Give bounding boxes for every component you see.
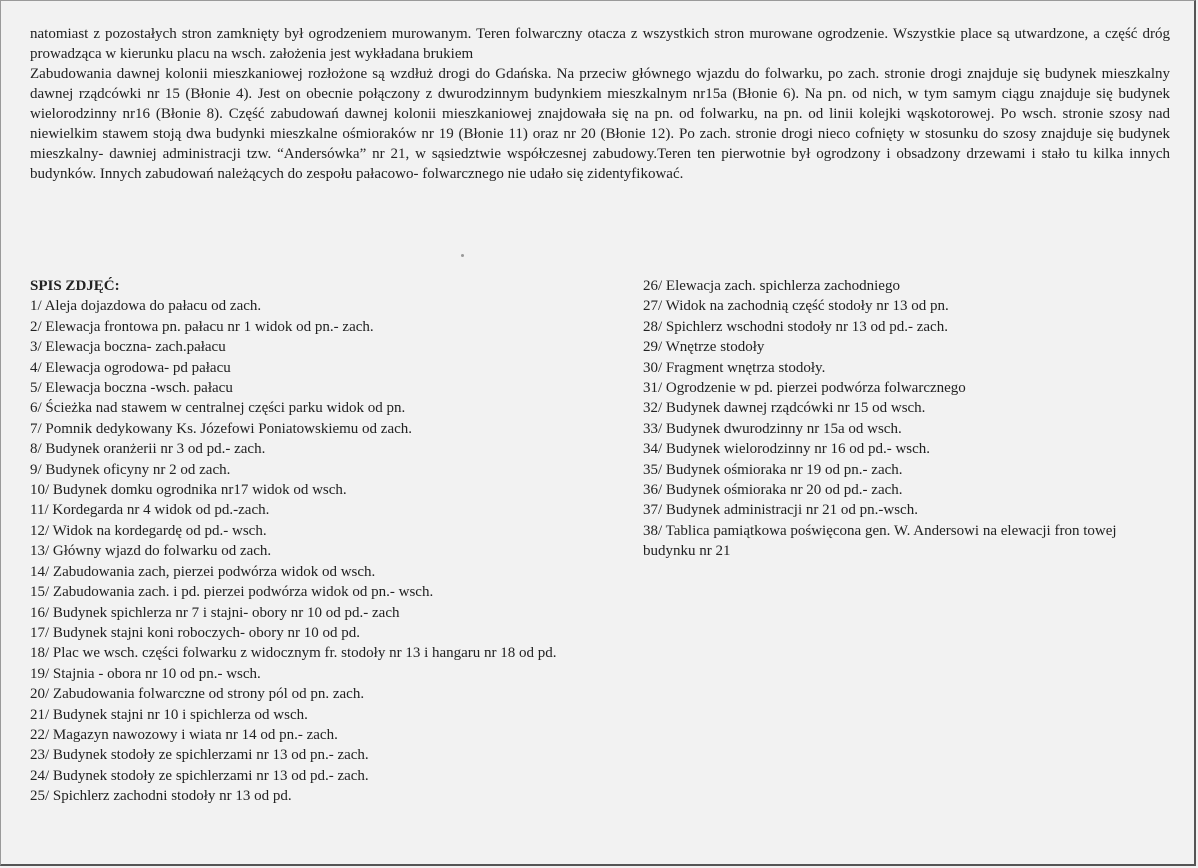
photo-list-item: 35/ Budynek ośmioraka nr 19 od pn.- zach. bbox=[643, 461, 903, 478]
photo-list-item: 8/ Budynek oranżerii nr 3 od pd.- zach. bbox=[30, 441, 266, 458]
photo-list-item: 18/ Plac we wsch. części folwarku z widocznym fr. stodoły nr 13 i hangaru nr 18 od pd. bbox=[30, 645, 557, 662]
photo-list-item: 19/ Stajnia - obora nr 10 od pn.- wsch. bbox=[30, 665, 261, 682]
photo-list-left-column bbox=[30, 276, 650, 807]
photo-list-item: 33/ Budynek dwurodzinny nr 15a od wsch. bbox=[643, 420, 902, 437]
photo-list-item: 11/ Kordegarda nr 4 widok od pd.-zach. bbox=[30, 502, 270, 519]
photo-list-item: 22/ Magazyn nawozowy i wiata nr 14 od pn.- zach. bbox=[30, 726, 338, 743]
photo-list-right bbox=[643, 276, 1163, 562]
photo-list-item: 5/ Elewacja boczna -wsch. pałacu bbox=[30, 380, 233, 397]
photo-list-item: 4/ Elewacja ogrodowa- pd pałacu bbox=[30, 359, 231, 376]
intro-text bbox=[30, 24, 1170, 184]
photo-list-item: 14/ Zabudowania zach, pierzei podwórza widok od wsch. bbox=[30, 563, 376, 580]
photo-list-item: 34/ Budynek wielorodzinny nr 16 od pd.- wsch. bbox=[643, 441, 931, 458]
photo-list-item: 26/ Elewacja zach. spichlerza zachodniego bbox=[643, 278, 900, 294]
photo-list-item: 17/ Budynek stajni koni roboczych- obory nr 10 od pd. bbox=[30, 624, 360, 641]
photo-list-item: 32/ Budynek dawnej rządcówki nr 15 od wsch. bbox=[643, 400, 926, 417]
photo-list-item: 1/ Aleja dojazdowa do pałacu od zach. bbox=[30, 298, 262, 315]
photo-list-item: 10/ Budynek domku ogrodnika nr17 widok od wsch. bbox=[30, 482, 347, 499]
photo-list-item: 31/ Ogrodzenie w pd. pierzei podwórza folwarcznego bbox=[643, 380, 966, 397]
photo-list-item: 29/ Wnętrze stodoły bbox=[643, 339, 765, 356]
photo-list-item: 37/ Budynek administracji nr 21 od pn.-wsch. bbox=[643, 502, 918, 519]
photo-list-item: 36/ Budynek ośmioraka nr 20 od pd.- zach. bbox=[643, 482, 903, 499]
photo-list-item: 21/ Budynek stajni nr 10 i spichlerza od wsch. bbox=[30, 706, 308, 723]
scan-speck bbox=[461, 254, 464, 257]
photo-list-left bbox=[30, 296, 650, 806]
photo-list-item: 6/ Ścieżka nad stawem w centralnej części parku widok od pn. bbox=[30, 400, 406, 417]
intro-paragraph-2: Zabudowania dawnej kolonii mieszkaniowej rozłożone są wzdłuż drogi do Gdańska. Na przeciw głównego wjazdu do folwarku, po zach. stronie drogi znajduje się budynek mieszkalny dawnej rządcówki nr 15 (Błonie 4). Jest on obecnie połączony z dwurodzinnym budynkiem mieszkalnym nr15a (Błonie 6). Na pn. od nich, w tym samym ciągu znajduje się budynek wielorodzinny nr16 (Błonie 8). Część zabudowań dawnej kolonii mieszkaniowej znajdowała się na pn. od folwarku, na pn. od linii kolejki wąskotorowej. Po wsch. stronie szosy nad niewielkim stawem stoją dwa budynki mieszkalne ośmioraków nr 19 (Błonie 11) oraz nr 20 (Błonie 12). Po zach. stronie drogi nieco cofnięty w stosunku do szosy znajduje się budynek mieszkalny- dawniej administracji tzw. “Andersówka” nr 21, w sąsiedztwie współczesnej zabudowy.Teren ten pierwotnie był ogrodzony i obsadzony drzewami i stało tu kilka innych budynków. Innych zabudowań należących do zespołu pałacowo- folwarcznego nie udało się zidentyfikować. bbox=[30, 66, 1170, 182]
photo-list-right-column bbox=[643, 276, 1163, 562]
photo-list-item: 9/ Budynek oficyny nr 2 od zach. bbox=[30, 461, 231, 478]
photo-list-item: 15/ Zabudowania zach. i pd. pierzei podwórza widok od pn.- wsch. bbox=[30, 584, 434, 601]
photo-list-item: 38/ Tablica pamiątkowa poświęcona gen. W. Andersowi na elewacji fron towej budynku nr 21 bbox=[643, 522, 1117, 560]
photo-list-item: 12/ Widok na kordegardę od pd.- wsch. bbox=[30, 522, 267, 539]
photo-list-item: 27/ Widok na zachodnią część stodoły nr 13 od pn. bbox=[643, 298, 949, 315]
photo-list-item: 28/ Spichlerz wschodni stodoły nr 13 od pd.- zach. bbox=[643, 318, 948, 335]
photo-list-item: 3/ Elewacja boczna- zach.pałacu bbox=[30, 339, 226, 356]
photo-list-item: 7/ Pomnik dedykowany Ks. Józefowi Poniatowskiemu od zach. bbox=[30, 420, 413, 437]
photo-list-item: 13/ Główny wjazd do folwarku od zach. bbox=[30, 543, 272, 560]
photo-list-item: 20/ Zabudowania folwarczne od strony pól od pn. zach. bbox=[30, 686, 365, 703]
photo-list-item: 25/ Spichlerz zachodni stodoły nr 13 od pd. bbox=[30, 788, 292, 805]
intro-paragraph-1: natomiast z pozostałych stron zamknięty był ogrodzeniem murowanym. Teren folwarczny otacza z wszystkich stron murowane ogrodzenie. Wszystkie place są utwardzone, a część dróg prowadząca w kierunku placu na wsch. założenia jest wykładana brukiem bbox=[30, 26, 1170, 62]
photo-list-item: 2/ Elewacja frontowa pn. pałacu nr 1 widok od pn.- zach. bbox=[30, 318, 374, 335]
photo-list-item: 24/ Budynek stodoły ze spichlerzami nr 13 od pd.- zach. bbox=[30, 767, 369, 784]
photo-list-item: 30/ Fragment wnętrza stodoły. bbox=[643, 359, 826, 376]
photo-list-item: 16/ Budynek spichlerza nr 7 i stajni- obory nr 10 od pd.- zach bbox=[30, 604, 400, 621]
photo-list-item: 23/ Budynek stodoły ze spichlerzami nr 13 od pn.- zach. bbox=[30, 747, 369, 764]
photo-list-heading: SPIS ZDJĘĆ: bbox=[30, 278, 120, 294]
